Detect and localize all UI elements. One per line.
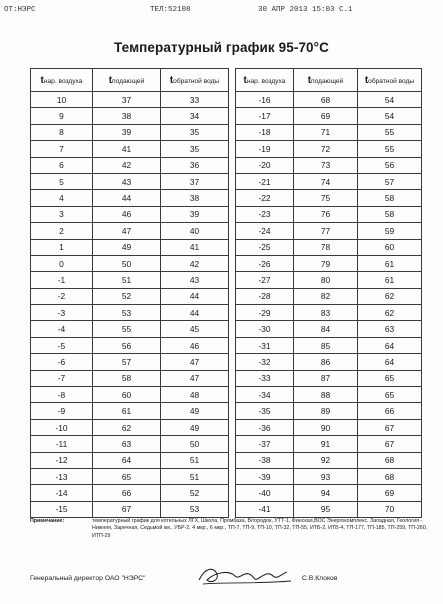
cell-supply: 74 (294, 173, 358, 189)
cell-supply: 47 (93, 223, 161, 239)
cell-supply: 65 (93, 468, 161, 484)
cell-outdoor-air: -3 (31, 305, 93, 321)
cell-outdoor-air: 5 (31, 173, 93, 189)
table-row (236, 173, 422, 189)
cell-outdoor-air: 8 (31, 124, 93, 140)
cell-supply: 50 (93, 255, 161, 271)
cell-outdoor-air: -6 (31, 354, 93, 370)
cell-outdoor-air: -11 (31, 436, 93, 452)
header-outdoor-air: tнар. воздуха (236, 69, 294, 92)
cell-supply: 69 (294, 108, 358, 124)
cell-outdoor-air: -32 (236, 354, 294, 370)
cell-return: 44 (161, 288, 229, 304)
cell-outdoor-air: 0 (31, 255, 93, 271)
cell-return: 68 (358, 452, 422, 468)
table-row (236, 124, 422, 140)
table-row (236, 272, 422, 288)
cell-outdoor-air: -15 (31, 501, 93, 517)
cell-outdoor-air: -34 (236, 387, 294, 403)
cell-outdoor-air: -2 (31, 288, 93, 304)
table-row (31, 370, 229, 386)
cell-supply: 42 (93, 157, 161, 173)
table-row (236, 288, 422, 304)
table-row (236, 419, 422, 435)
cell-outdoor-air: -36 (236, 419, 294, 435)
cell-supply: 89 (294, 403, 358, 419)
table-row (31, 485, 229, 501)
cell-outdoor-air: 3 (31, 206, 93, 222)
cell-outdoor-air: -1 (31, 272, 93, 288)
cell-supply: 78 (294, 239, 358, 255)
cell-return: 61 (358, 272, 422, 288)
cell-return: 53 (161, 501, 229, 517)
table-row (31, 354, 229, 370)
cell-return: 62 (358, 305, 422, 321)
cell-outdoor-air: -16 (236, 92, 294, 108)
cell-outdoor-air: -22 (236, 190, 294, 206)
cell-return: 58 (358, 190, 422, 206)
cell-return: 36 (161, 157, 229, 173)
cell-return: 62 (358, 288, 422, 304)
table-row (236, 485, 422, 501)
table-row (31, 223, 229, 239)
cell-outdoor-air: -33 (236, 370, 294, 386)
table-row (31, 141, 229, 157)
cell-return: 68 (358, 468, 422, 484)
cell-supply: 52 (93, 288, 161, 304)
cell-supply: 44 (93, 190, 161, 206)
table-row (236, 239, 422, 255)
cell-supply: 77 (294, 223, 358, 239)
cell-outdoor-air: -20 (236, 157, 294, 173)
table-row (236, 305, 422, 321)
cell-return: 69 (358, 485, 422, 501)
cell-return: 56 (358, 157, 422, 173)
cell-return: 57 (358, 173, 422, 189)
cell-outdoor-air: 6 (31, 157, 93, 173)
cell-return: 43 (161, 272, 229, 288)
table-row (236, 255, 422, 271)
table-header-row (236, 69, 422, 92)
cell-return: 35 (161, 124, 229, 140)
cell-outdoor-air: -19 (236, 141, 294, 157)
cell-outdoor-air: -26 (236, 255, 294, 271)
signatory-name: С.В.Клоков (302, 575, 338, 582)
cell-return: 67 (358, 419, 422, 435)
cell-return: 44 (161, 305, 229, 321)
signatory-position: Генеральный директор ОАО "НЭРС" (30, 575, 146, 582)
table-row (31, 321, 229, 337)
header-return: tобратной воды (161, 69, 229, 92)
cell-supply: 85 (294, 337, 358, 353)
cell-return: 45 (161, 321, 229, 337)
cell-supply: 57 (93, 354, 161, 370)
cell-supply: 56 (93, 337, 161, 353)
cell-supply: 60 (93, 387, 161, 403)
cell-return: 65 (358, 387, 422, 403)
cell-supply: 38 (93, 108, 161, 124)
cell-outdoor-air: -17 (236, 108, 294, 124)
cell-supply: 37 (93, 92, 161, 108)
cell-return: 33 (161, 92, 229, 108)
table-row (236, 157, 422, 173)
cell-supply: 53 (93, 305, 161, 321)
fax-sender: ОТ:НЭРС (4, 6, 36, 14)
cell-return: 46 (161, 337, 229, 353)
cell-return: 52 (161, 485, 229, 501)
cell-supply: 90 (294, 419, 358, 435)
cell-return: 66 (358, 403, 422, 419)
table-row (31, 206, 229, 222)
cell-supply: 76 (294, 206, 358, 222)
cell-supply: 94 (294, 485, 358, 501)
cell-return: 38 (161, 190, 229, 206)
cell-return: 54 (358, 92, 422, 108)
table-row (31, 387, 229, 403)
cell-supply: 51 (93, 272, 161, 288)
table-row (31, 272, 229, 288)
cell-supply: 46 (93, 206, 161, 222)
table-row (236, 337, 422, 353)
cell-supply: 41 (93, 141, 161, 157)
cell-return: 51 (161, 452, 229, 468)
table-row (236, 190, 422, 206)
table-row (236, 354, 422, 370)
table-row (31, 239, 229, 255)
cell-outdoor-air: -29 (236, 305, 294, 321)
cell-return: 59 (358, 223, 422, 239)
cell-supply: 61 (93, 403, 161, 419)
table-row (31, 452, 229, 468)
page-title: Температурный график 95-70°С (113, 40, 330, 55)
cell-outdoor-air: -41 (236, 501, 294, 517)
temperature-table-right (235, 68, 422, 518)
cell-supply: 95 (294, 501, 358, 517)
cell-outdoor-air: -8 (31, 387, 93, 403)
cell-supply: 93 (294, 468, 358, 484)
cell-outdoor-air: -39 (236, 468, 294, 484)
cell-outdoor-air: 7 (31, 141, 93, 157)
cell-supply: 66 (93, 485, 161, 501)
cell-outdoor-air: -28 (236, 288, 294, 304)
cell-outdoor-air: -5 (31, 337, 93, 353)
cell-outdoor-air: -35 (236, 403, 294, 419)
cell-return: 41 (161, 239, 229, 255)
cell-return: 48 (161, 387, 229, 403)
table-row (236, 141, 422, 157)
cell-return: 49 (161, 419, 229, 435)
cell-outdoor-air: 1 (31, 239, 93, 255)
fax-header (0, 6, 443, 20)
cell-supply: 92 (294, 452, 358, 468)
table-row (236, 370, 422, 386)
table-row (31, 108, 229, 124)
cell-return: 67 (358, 436, 422, 452)
cell-outdoor-air: 4 (31, 190, 93, 206)
table-row (236, 92, 422, 108)
header-supply: tподающей (93, 69, 161, 92)
cell-outdoor-air: -23 (236, 206, 294, 222)
table-row (31, 288, 229, 304)
cell-return: 39 (161, 206, 229, 222)
cell-return: 55 (358, 141, 422, 157)
cell-return: 37 (161, 173, 229, 189)
cell-supply: 84 (294, 321, 358, 337)
cell-supply: 91 (294, 436, 358, 452)
cell-outdoor-air: -37 (236, 436, 294, 452)
cell-supply: 82 (294, 288, 358, 304)
cell-return: 64 (358, 337, 422, 353)
signature-block (30, 570, 430, 594)
cell-outdoor-air: -4 (31, 321, 93, 337)
cell-return: 47 (161, 354, 229, 370)
table-row (31, 403, 229, 419)
cell-supply: 49 (93, 239, 161, 255)
cell-supply: 68 (294, 92, 358, 108)
note-text: температурный график для котельных ЛГХ, Школа, Промбаза, В/городок, УТТ-1, Финская,ВОС Энергокомплекс, Западная, Геология - Нижняя, Заречная, Седьмой км., УБР-2, 4 мкр., 6 мкр., ТП-7, ТП-9, ТП-10, ТП-32, ТП-55, ИТБ-2, ИТБ-4, ТП-177, ТП-185, ТП-259, ТП-260, ИТП-29 (92, 518, 428, 539)
cell-supply: 43 (93, 173, 161, 189)
cell-outdoor-air: 2 (31, 223, 93, 239)
cell-supply: 83 (294, 305, 358, 321)
cell-outdoor-air: 9 (31, 108, 93, 124)
table-row (236, 436, 422, 452)
cell-supply: 87 (294, 370, 358, 386)
cell-return: 63 (358, 321, 422, 337)
header-outdoor-air: tнар. воздуха (31, 69, 93, 92)
cell-return: 49 (161, 403, 229, 419)
temperature-table-left (30, 68, 229, 518)
cell-supply: 73 (294, 157, 358, 173)
cell-return: 40 (161, 223, 229, 239)
table-row (31, 157, 229, 173)
cell-supply: 62 (93, 419, 161, 435)
header-supply: tподающей (294, 69, 358, 92)
cell-return: 58 (358, 206, 422, 222)
cell-supply: 63 (93, 436, 161, 452)
cell-outdoor-air: -9 (31, 403, 93, 419)
cell-outdoor-air: -38 (236, 452, 294, 468)
cell-supply: 39 (93, 124, 161, 140)
table-row (31, 419, 229, 435)
cell-return: 65 (358, 370, 422, 386)
cell-return: 55 (358, 124, 422, 140)
table-header-row (31, 69, 229, 92)
cell-return: 70 (358, 501, 422, 517)
cell-supply: 55 (93, 321, 161, 337)
cell-supply: 64 (93, 452, 161, 468)
table-row (236, 403, 422, 419)
fax-datetime: 30 АПР 2013 15:03 С.1 (258, 6, 353, 14)
table-row (31, 436, 229, 452)
table-row (236, 452, 422, 468)
cell-outdoor-air: -27 (236, 272, 294, 288)
table-row (31, 501, 229, 517)
cell-outdoor-air: -18 (236, 124, 294, 140)
header-return: tобратной воды (358, 69, 422, 92)
cell-outdoor-air: -7 (31, 370, 93, 386)
cell-outdoor-air: -12 (31, 452, 93, 468)
fax-phone: ТЕЛ:52108 (150, 6, 191, 14)
cell-outdoor-air: -13 (31, 468, 93, 484)
table-row (236, 223, 422, 239)
cell-supply: 79 (294, 255, 358, 271)
table-row (236, 501, 422, 517)
cell-return: 42 (161, 255, 229, 271)
cell-supply: 86 (294, 354, 358, 370)
table-row (31, 255, 229, 271)
cell-return: 34 (161, 108, 229, 124)
cell-outdoor-air: -14 (31, 485, 93, 501)
cell-return: 64 (358, 354, 422, 370)
handwritten-signature (195, 562, 295, 590)
cell-return: 61 (358, 255, 422, 271)
table-row (236, 108, 422, 124)
cell-return: 50 (161, 436, 229, 452)
cell-return: 60 (358, 239, 422, 255)
cell-return: 54 (358, 108, 422, 124)
cell-return: 51 (161, 468, 229, 484)
cell-supply: 58 (93, 370, 161, 386)
table-row (31, 92, 229, 108)
cell-outdoor-air: -10 (31, 419, 93, 435)
cell-supply: 71 (294, 124, 358, 140)
cell-supply: 80 (294, 272, 358, 288)
table-row (236, 468, 422, 484)
table-row (236, 321, 422, 337)
table-row (236, 206, 422, 222)
cell-return: 47 (161, 370, 229, 386)
cell-outdoor-air: -24 (236, 223, 294, 239)
table-row (31, 337, 229, 353)
cell-return: 35 (161, 141, 229, 157)
cell-supply: 88 (294, 387, 358, 403)
table-row (31, 305, 229, 321)
table-row (31, 468, 229, 484)
note-label: Примечание: (30, 518, 65, 524)
cell-outdoor-air: -31 (236, 337, 294, 353)
cell-outdoor-air: -25 (236, 239, 294, 255)
cell-outdoor-air: 10 (31, 92, 93, 108)
table-row (31, 173, 229, 189)
cell-supply: 75 (294, 190, 358, 206)
cell-outdoor-air: -21 (236, 173, 294, 189)
cell-outdoor-air: -30 (236, 321, 294, 337)
table-row (236, 387, 422, 403)
table-row (31, 190, 229, 206)
cell-supply: 67 (93, 501, 161, 517)
cell-supply: 72 (294, 141, 358, 157)
table-row (31, 124, 229, 140)
cell-outdoor-air: -40 (236, 485, 294, 501)
